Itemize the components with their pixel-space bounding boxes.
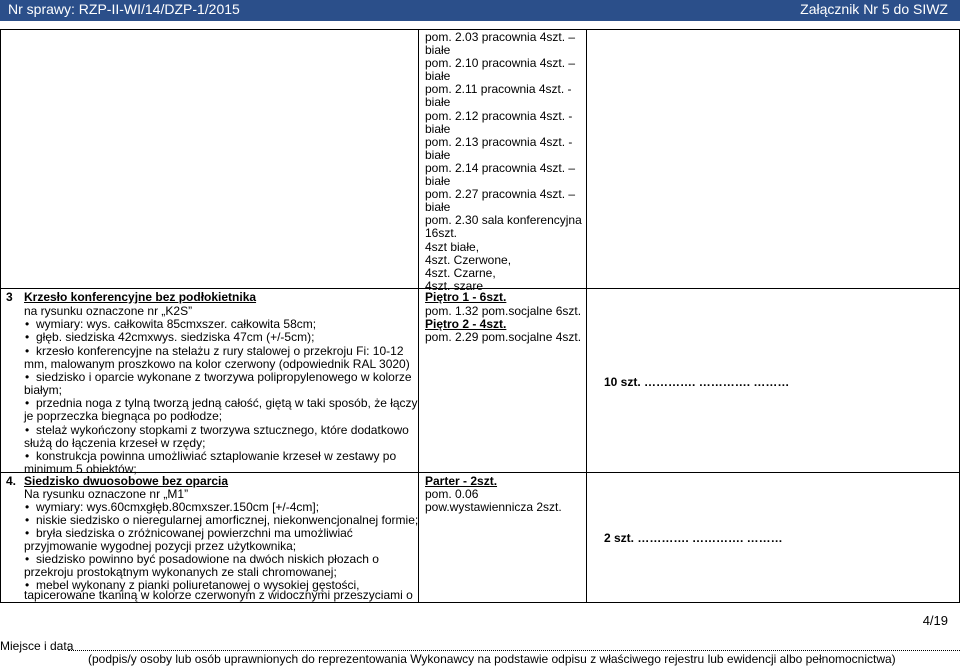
loc-line: pom. 2.30 sala konferencyjna (425, 213, 582, 228)
room-line: pom. 0.06 (425, 487, 479, 501)
floor-label: Piętro 1 - 6szt. (425, 290, 507, 304)
spec-continuation: minimum 5 obiektów; (24, 462, 137, 476)
loc-line: pom. 2.13 pracownia 4szt. - (425, 134, 573, 149)
spec-bullet: • bryła siedziska o zróżnicowanej powierzchni ma umożliwiać (36, 527, 353, 540)
case-number: Nr sprawy: RZP-II-WI/14/DZP-1/2015 (8, 1, 240, 17)
loc-line: białe (425, 121, 451, 136)
item-drawing-ref: na rysunku oznaczone nr „K2S” (24, 304, 193, 318)
loc-line: białe (425, 174, 451, 189)
spec-bullet: • mebel wykonany z pianki poliuretanowej o wysokiej gęstości, (36, 579, 360, 592)
spec-continuation: je poprzeczka biegnąca po podłodze; (24, 409, 223, 423)
item-title: Siedzisko dwuosobowe bez oparcia (24, 474, 229, 488)
document-header (0, 0, 960, 21)
room-line: pom. 1.32 pom.socjalne 6szt. (425, 304, 582, 318)
attachment-label: Załącznik Nr 5 do SIWZ (800, 1, 948, 17)
page-number: 4/19 (922, 613, 948, 628)
spec-bullet: • stelaż wykończony stopkami z tworzywa sztucznego, które dodatkowo (36, 424, 409, 437)
spec-continuation: przekroju prostokątnym wykonanych ze stali chromowanej; (24, 565, 337, 579)
quantity-price-line: 2 szt. …………. …………. ……… (604, 531, 783, 545)
item-title: Krzesło konferencyjne bez podłokietnika (24, 290, 257, 304)
item-drawing-ref: Na rysunku oznaczone nr „M1” (24, 487, 189, 501)
place-date-label: Miejsce i data (0, 639, 74, 653)
loc-line: 16szt. (425, 226, 458, 241)
spec-bullet: • krzesło konferencyjne na stelażu z rury stalowej o przekroju Fi: 10-12 (36, 345, 404, 358)
spec-bullet: • siedzisko powinno być posadowione na dwóch niskich płozach o (36, 553, 379, 566)
loc-line: pom. 2.27 pracownia 4szt. – (425, 187, 576, 202)
loc-line: białe (425, 147, 451, 162)
location-list-top (425, 31, 582, 293)
item-number: 4. (6, 474, 17, 488)
loc-line: pom. 2.10 pracownia 4szt. – (425, 56, 576, 71)
spec-bullet: • przednia noga z tylną tworzą jedną całość, giętą w taki sposób, że łączy (36, 397, 418, 410)
spec-bullet: • wymiary: wys. całkowita 85cmxszer. całkowita 58cm; (36, 318, 316, 331)
spec-continuation: białym; (24, 383, 63, 397)
spec-bullet: • wymiary: wys.60cmxgłęb.80cmxszer.150cm [+/-4cm]; (36, 501, 319, 514)
loc-line: białe (425, 43, 451, 58)
spec-continuation: tapicerowane tkaniną w kolorze czerwonym z widocznymi przeszyciami o (24, 588, 413, 602)
room-line: pow.wystawiennicza 2szt. (425, 500, 562, 514)
item-number: 3 (6, 290, 13, 304)
spec-continuation: mm, malowanym proszkowo na kolor czerwony (odpowiednik RAL 3020) (24, 357, 410, 371)
loc-line: białe (425, 200, 451, 215)
loc-line: białe (425, 95, 451, 110)
spec-continuation: przyjmowanie wygodnej pozycji przez użytkownika; (24, 539, 297, 553)
signature-line (68, 650, 960, 651)
specification-table (0, 29, 960, 603)
spec-bullet: • niskie siedzisko o nieregularnej amorficznej, niekonwencjonalnej formie; (36, 514, 418, 527)
spec-continuation: służą do łączenia krzeseł w rzędy; (24, 436, 206, 450)
floor-label: Parter - 2szt. (425, 474, 498, 488)
spec-bullet: • siedzisko i oparcie wykonane z tworzywa polipropylenowego w kolorze (36, 371, 412, 384)
loc-line: 4szt. Czarne, (425, 265, 496, 280)
loc-line: pom. 2.14 pracownia 4szt. – (425, 160, 576, 175)
loc-line: pom. 2.11 pracownia 4szt. - (425, 82, 572, 97)
room-line: pom. 2.29 pom.socjalne 4szt. (425, 330, 582, 344)
signature-caption: (podpis/y osoby lub osób uprawnionych do reprezentowania Wykonawcy na podstawie odpisu z właściwego rejestru lub ewidencji albo pełnomocnictwa) (88, 652, 896, 666)
floor-label: Piętro 2 - 4szt. (425, 317, 507, 331)
loc-line: białe (425, 69, 451, 84)
spec-bullet: • konstrukcja powinna umożliwiać sztaplowanie krzeseł w zestawy po (36, 450, 396, 463)
spec-bullet: • głęb. siedziska 42cmxwys. siedziska 47cm (+/-5cm); (36, 331, 314, 344)
loc-line: pom. 2.12 pracownia 4szt. - (425, 108, 573, 123)
quantity-price-line: 10 szt. …………. …………. ……… (604, 375, 790, 389)
loc-line: 4szt białe, (425, 239, 480, 254)
loc-line: pom. 2.03 pracownia 4szt. – (425, 30, 576, 44)
loc-line: 4szt. szare (425, 278, 484, 293)
loc-line: 4szt. Czerwone, (425, 252, 512, 267)
